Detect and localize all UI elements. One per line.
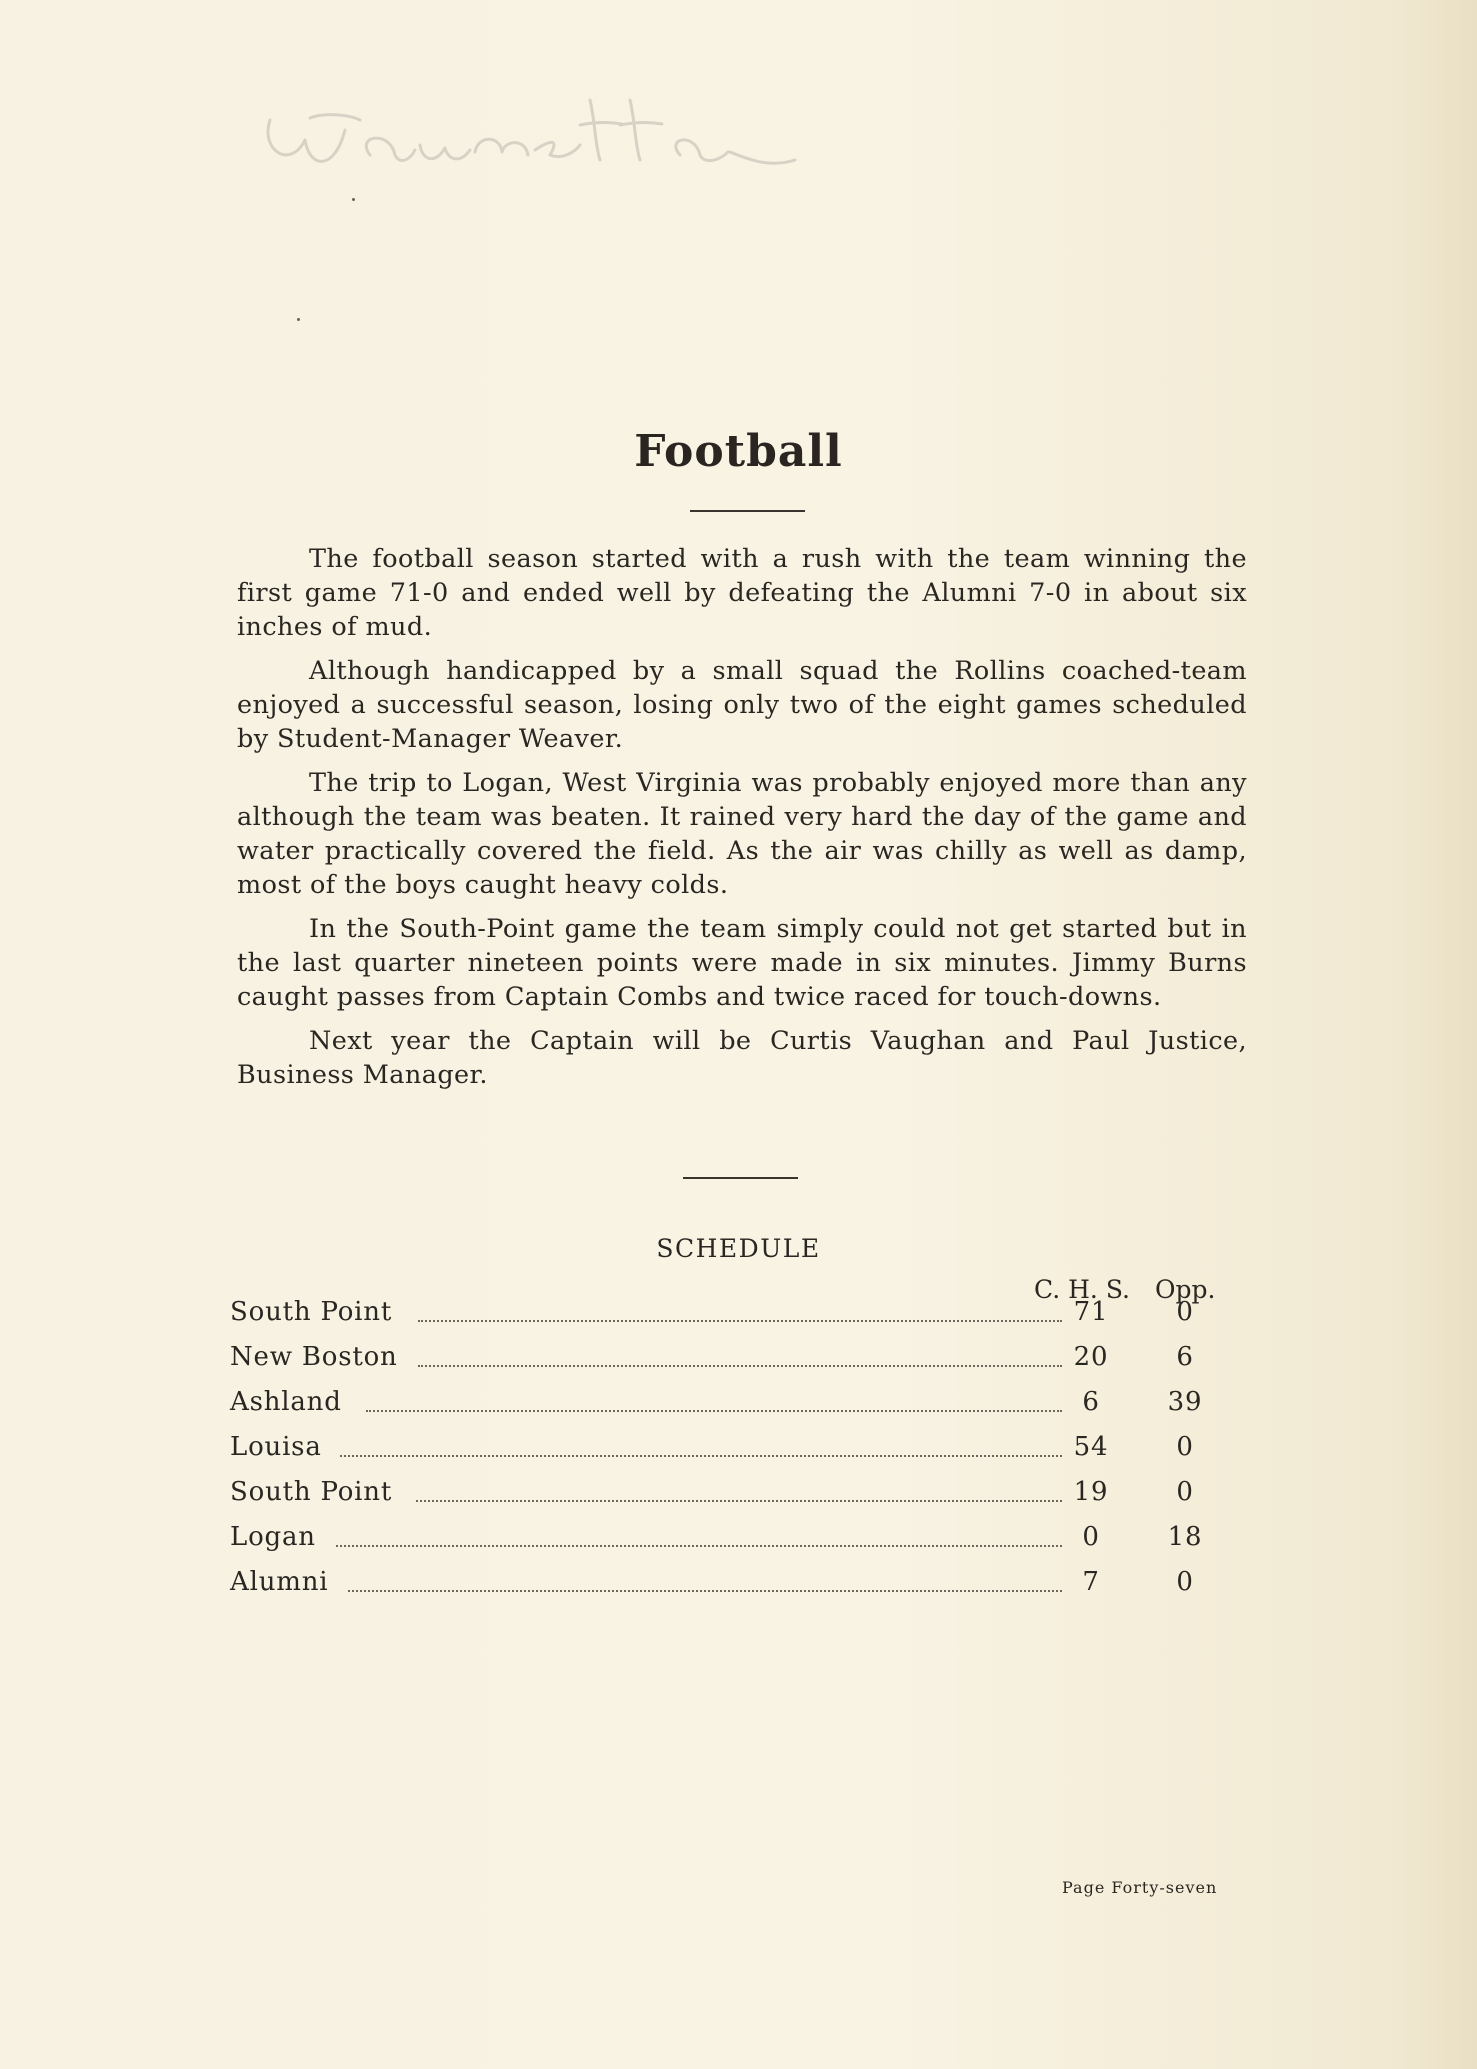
dot-leader: [418, 1320, 1062, 1322]
dot-leader: [340, 1455, 1062, 1457]
chs-score: 6: [1082, 1387, 1100, 1417]
chs-score: 19: [1073, 1477, 1109, 1507]
speck: [352, 198, 355, 201]
opp-score: 6: [1176, 1342, 1194, 1372]
column-header-chs: C. H. S.: [1034, 1275, 1131, 1304]
team-name: South Point: [230, 1477, 393, 1507]
team-name: New Boston: [230, 1342, 398, 1372]
dot-leader: [416, 1500, 1062, 1502]
opp-score: 0: [1176, 1477, 1194, 1507]
dot-leader: [348, 1590, 1062, 1592]
opp-score: 0: [1176, 1432, 1194, 1462]
chs-score: 71: [1073, 1297, 1109, 1327]
handwritten-signature: [250, 60, 810, 210]
paragraph: The football season started with a rush with the team winning the first game 71-0 and ended well by defeating the Alumni 7-0 in about six inches of mud.: [237, 544, 1247, 642]
chs-score: 20: [1073, 1342, 1109, 1372]
dot-leader: [336, 1545, 1062, 1547]
paragraph: Next year the Captain will be Curtis Vaughan and Paul Justice, Business Manager.: [237, 1026, 1247, 1090]
page-title: Football: [634, 426, 843, 477]
opp-score: 39: [1167, 1387, 1203, 1417]
dot-leader: [418, 1365, 1062, 1367]
section-divider: [683, 1177, 798, 1179]
dot-leader: [366, 1410, 1062, 1412]
paragraph: In the South-Point game the team simply could not get started but in the last quarter nineteen points were made in six minutes. Jimmy Burns caught passes from Captain Combs and twice raced for touch-downs.: [237, 914, 1247, 1012]
opp-score: 18: [1167, 1522, 1203, 1552]
team-name: Logan: [230, 1522, 316, 1552]
page-number: Page Forty-seven: [1062, 1878, 1218, 1897]
team-name: Ashland: [230, 1387, 342, 1417]
schedule-row: [228, 1522, 1248, 1567]
team-name: South Point: [230, 1297, 393, 1327]
schedule-row: [228, 1342, 1248, 1387]
chs-score: 0: [1082, 1522, 1100, 1552]
opp-score: 0: [1176, 1567, 1194, 1597]
paragraph: Although handicapped by a small squad the Rollins coached-team enjoyed a successful season, losing only two of the eight games scheduled by Student-Manager Weaver.: [237, 656, 1247, 754]
team-name: Alumni: [230, 1567, 329, 1597]
schedule-row: [228, 1567, 1248, 1612]
paragraph: The trip to Logan, West Virginia was probably enjoyed more than any although the team was beaten. It rained very hard the day of the game and water practically covered the field. As the air was chilly as well as damp, most of the boys caught heavy colds.: [237, 768, 1247, 900]
schedule-row: [228, 1387, 1248, 1432]
schedule-heading: SCHEDULE: [656, 1234, 821, 1263]
article-body: [237, 542, 1247, 1102]
schedule-row: [228, 1432, 1248, 1477]
schedule-row: [228, 1477, 1248, 1522]
chs-score: 54: [1073, 1432, 1109, 1462]
speck: [297, 318, 300, 321]
schedule-table: [228, 1297, 1248, 1612]
team-name: Louisa: [230, 1432, 322, 1462]
title-divider: [690, 510, 805, 512]
chs-score: 7: [1082, 1567, 1100, 1597]
opp-score: 0: [1176, 1297, 1194, 1327]
schedule-row: [228, 1297, 1248, 1342]
column-header-opp: Opp.: [1155, 1275, 1216, 1304]
